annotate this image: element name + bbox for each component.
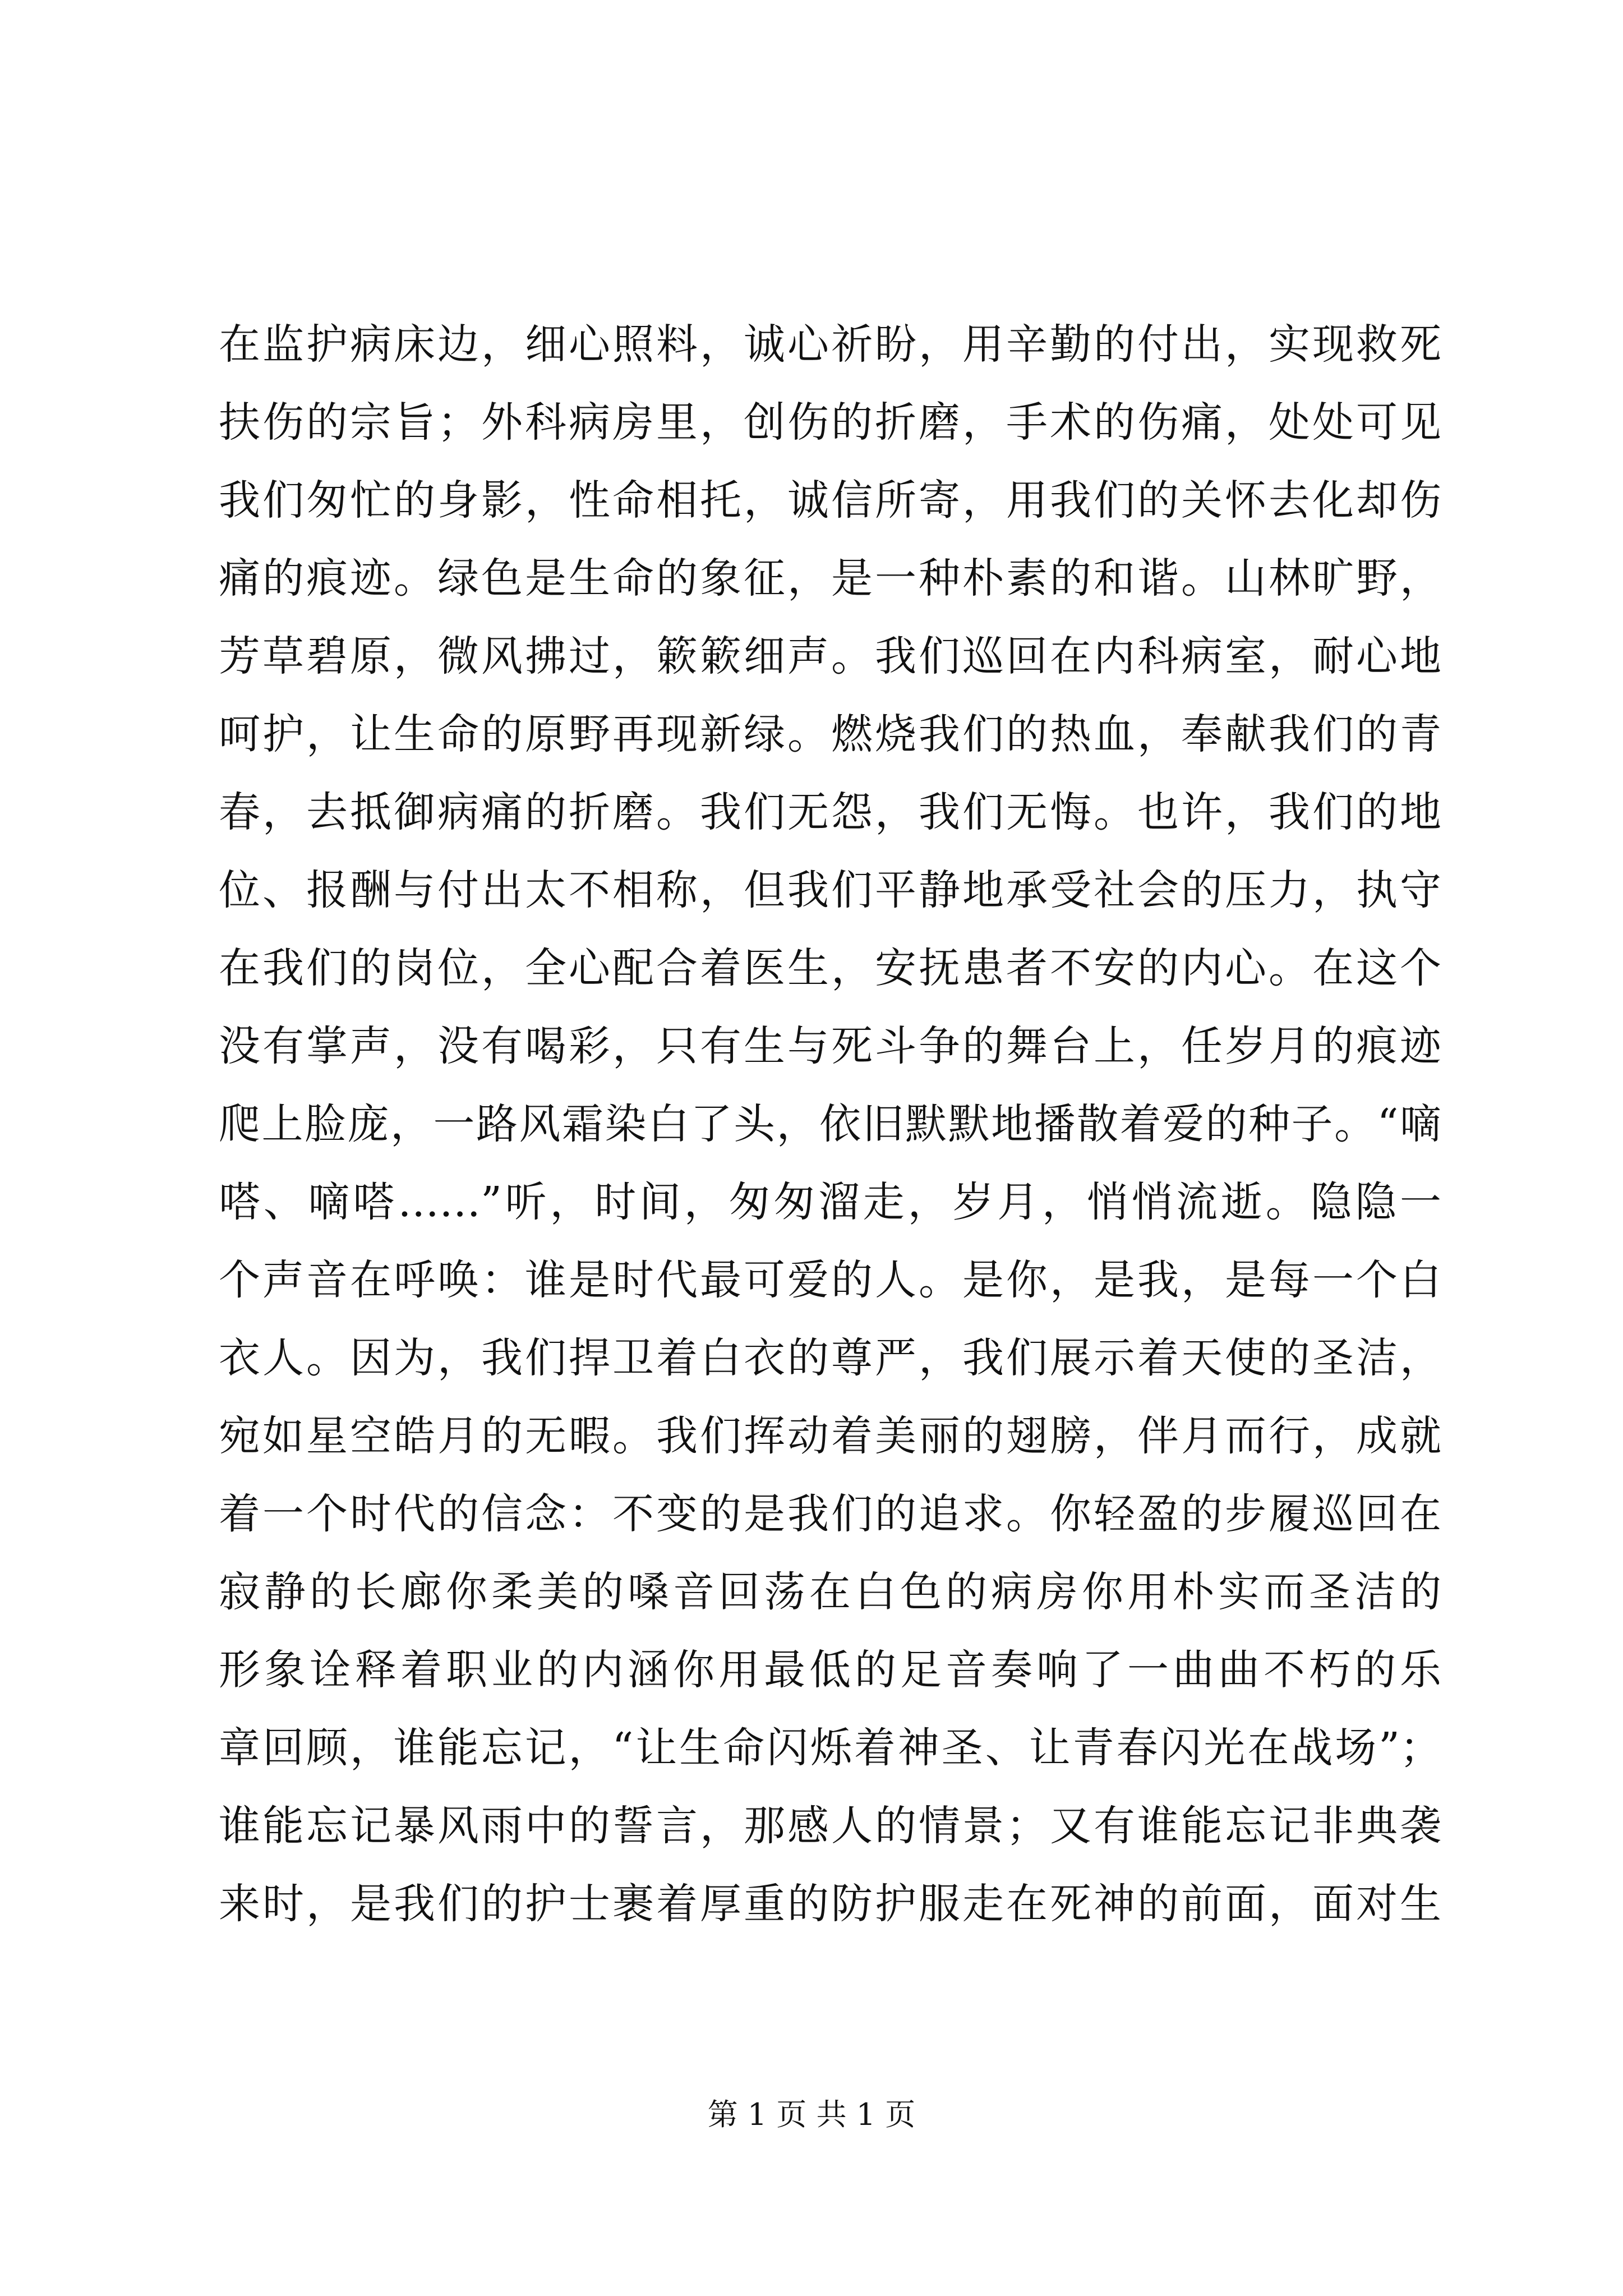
text-line-19: 章回顾，谁能忘记，“让生命闪烁着神圣、让青春闪光在战场”； bbox=[219, 1724, 1441, 1772]
text-line-4: 痛的痕迹。绿色是生命的象征，是一种朴素的和谐。山林旷野， bbox=[219, 554, 1441, 602]
text-line-17: 寂静的长廊你柔美的嗓音回荡在白色的病房你用朴实而圣洁的 bbox=[219, 1568, 1441, 1616]
text-line-13: 个声音在呼唤：谁是时代最可爱的人。是你，是我，是每一个白 bbox=[219, 1256, 1441, 1304]
text-line-8: 位、报酬与付出太不相称，但我们平静地承受社会的压力，执守 bbox=[219, 866, 1441, 914]
text-line-7: 春，去抵御病痛的折磨。我们无怨，我们无悔。也许，我们的地 bbox=[219, 788, 1441, 836]
text-line-10: 没有掌声，没有喝彩，只有生与死斗争的舞台上，任岁月的痕迹 bbox=[219, 1022, 1441, 1070]
text-line-20: 谁能忘记暴风雨中的誓言，那感人的情景；又有谁能忘记非典袭 bbox=[219, 1802, 1441, 1850]
document-body bbox=[219, 306, 1441, 1943]
text-line-18: 形象诠释着职业的内涵你用最低的足音奏响了一曲曲不朽的乐 bbox=[219, 1646, 1441, 1694]
text-line-14: 衣人。因为，我们捍卫着白衣的尊严，我们展示着天使的圣洁， bbox=[219, 1334, 1441, 1382]
text-line-3: 我们匆忙的身影，性命相托，诚信所寄，用我们的关怀去化却伤 bbox=[219, 476, 1441, 524]
page-footer: 第 1 页 共 1 页 bbox=[707, 2097, 916, 2132]
text-line-12: 嗒、嘀嗒……”听，时间，匆匆溜走，岁月，悄悄流逝。隐隐一 bbox=[219, 1178, 1441, 1226]
text-line-2: 扶伤的宗旨；外科病房里，创伤的折磨，手术的伤痛，处处可见 bbox=[219, 398, 1441, 447]
text-line-5: 芳草碧原，微风拂过，簌簌细声。我们巡回在内科病室，耐心地 bbox=[219, 632, 1441, 680]
text-line-11: 爬上脸庞，一路风霜染白了头，依旧默默地播散着爱的种子。“嘀 bbox=[219, 1100, 1441, 1148]
text-line-6: 呵护，让生命的原野再现新绿。燃烧我们的热血，奉献我们的青 bbox=[219, 710, 1441, 758]
text-line-9: 在我们的岗位，全心配合着医生，安抚患者不安的内心。在这个 bbox=[219, 944, 1441, 992]
text-line-21: 来时，是我们的护士裹着厚重的防护服走在死神的前面，面对生 bbox=[219, 1880, 1441, 1928]
text-line-15: 宛如星空皓月的无暇。我们挥动着美丽的翅膀，伴月而行，成就 bbox=[219, 1412, 1441, 1460]
text-line-1: 在监护病床边，细心照料，诚心祈盼，用辛勤的付出，实现救死 bbox=[219, 320, 1441, 369]
text-line-16: 着一个时代的信念：不变的是我们的追求。你轻盈的步履巡回在 bbox=[219, 1490, 1441, 1538]
